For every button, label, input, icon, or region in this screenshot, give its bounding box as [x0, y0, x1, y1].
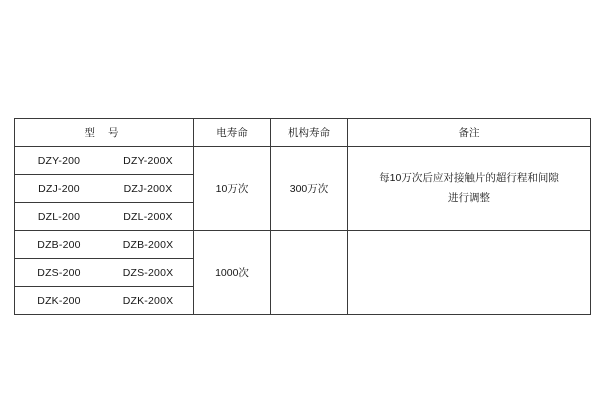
model-cell [15, 147, 194, 175]
model-code-primary: DZS-200 [37, 266, 81, 279]
mechanical-life-group-2 [271, 231, 348, 315]
model-code-variant: DZS-200X [122, 266, 174, 279]
model-code-variant: DZJ-200X [123, 182, 173, 195]
table-row [15, 231, 591, 259]
model-cell [15, 287, 194, 315]
model-code-primary: DZL-200 [37, 210, 81, 223]
model-code-primary: DZB-200 [37, 238, 81, 251]
column-header-electrical-life: 电寿命 [194, 119, 271, 147]
model-cell [15, 231, 194, 259]
model-cell [15, 203, 194, 231]
model-code-variant: DZB-200X [122, 238, 174, 251]
remark-group-2 [348, 231, 591, 315]
model-code-variant: DZK-200X [122, 294, 174, 307]
model-code-primary: DZJ-200 [38, 182, 80, 195]
mechanical-life-group-1: 300万次 [271, 147, 348, 231]
model-code-primary: DZY-200 [37, 154, 81, 167]
specification-table [14, 118, 591, 315]
column-header-remark: 备注 [348, 119, 591, 147]
column-header-mechanical-life: 机构寿命 [271, 119, 348, 147]
model-cell [15, 259, 194, 287]
model-cell [15, 175, 194, 203]
remark-line-2: 进行调整 [448, 191, 490, 204]
remark-line-1: 每10万次后应对接触片的超行程和间隙 [379, 171, 559, 184]
column-header-model: 型 号 [15, 119, 194, 147]
electrical-life-group-1: 10万次 [194, 147, 271, 231]
table-header [15, 119, 591, 147]
table-row [15, 147, 591, 175]
table-body [15, 147, 591, 315]
remark-group-1 [348, 147, 591, 231]
spec-table-container [14, 118, 586, 315]
model-code-variant: DZL-200X [123, 210, 173, 223]
model-code-primary: DZK-200 [37, 294, 81, 307]
electrical-life-group-2: 1000次 [194, 231, 271, 315]
table-header-row [15, 119, 591, 147]
model-code-variant: DZY-200X [123, 154, 173, 167]
